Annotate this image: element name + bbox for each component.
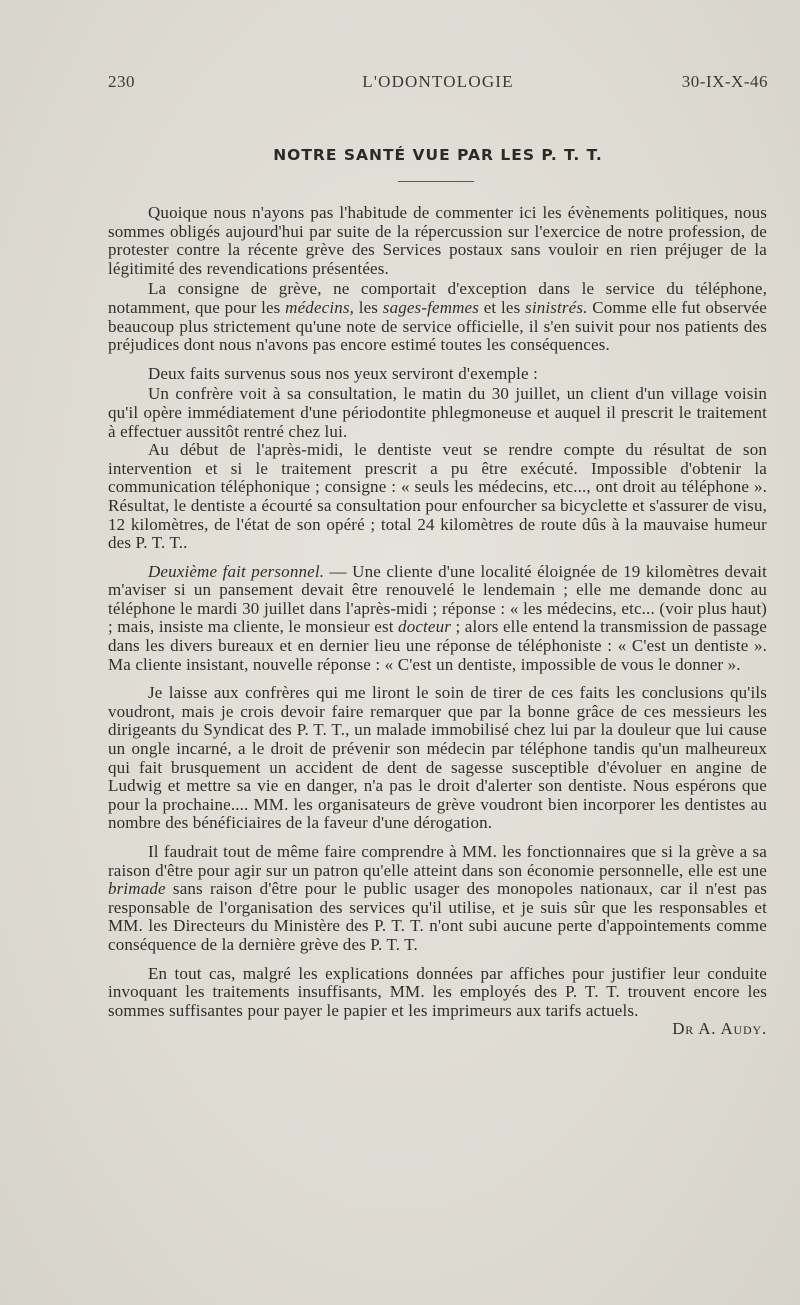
- page-number: 230: [108, 72, 135, 91]
- italic-text: médecins,: [285, 297, 355, 317]
- article-body: [108, 204, 767, 1039]
- paragraph-8: [108, 843, 767, 955]
- italic-text: sinistrés.: [525, 297, 588, 317]
- paragraph-1: Quoique nous n'ayons pas l'habitude de commenter ici les évènements politiques, nous sommes obligés aujourd'hui par suite de la répercussion sur l'exercice de notre profession, de protester contre la récente grève des Services postaux sans vouloir en rien préjuger de la légitimité des revendications présentées.: [108, 203, 767, 278]
- italic-text: Deuxième fait personnel.: [148, 561, 325, 581]
- italic-text: sages-femmes: [382, 297, 480, 317]
- running-head: [108, 72, 768, 98]
- journal-title: L'ODONTOLOGIE: [362, 72, 514, 91]
- title-divider: [398, 181, 474, 182]
- paragraph-6: [108, 563, 767, 675]
- issue-date: 30-IX-X-46: [681, 72, 768, 91]
- author-signature: Dr A. Audy.: [672, 1019, 767, 1039]
- text-run: — Une cliente d'une localité éloignée de 19 kilomètres devait m'aviser si un pansement devait être renouvelé le lendemain ; elle me demande donc au téléphone le mardi 30 juillet dans l'après-midi ; réponse : « les médecins, etc... (voir plus haut) ; mais, insiste ma cliente, le monsieur est: [108, 561, 767, 637]
- paragraph-4: Un confrère voit à sa consultation, le matin du 30 juillet, un client d'un village voisin qu'il opère immédiatement d'une périodontite phlegmoneuse et auquel il prescrit le traitement à effectuer aussitôt rentré chez lui.: [108, 384, 767, 441]
- italic-text: docteur: [398, 617, 452, 637]
- text-run: les: [354, 297, 383, 317]
- article-title: NOTRE SANTÉ VUE PAR LES P. T. T.: [273, 146, 603, 164]
- paragraph-5: Au début de l'après-midi, le dentiste veut se rendre compte du résultat de son intervention et si le traitement prescrit a pu être exécuté. Impossible d'obtenir la communication téléphonique ; consigne : « seuls les médecins, etc..., ont droit au téléphone ». Résultat, le dentiste a écourté sa consultation pour enfourcher sa bicyclette et s'assurer de visu, 12 kilomètres, de l'état de son opéré ; total 24 kilomètres de route dûs à la mauvaise humeur des P. T. T..: [108, 440, 767, 553]
- text-run: Comme elle fut observée beaucoup plus strictement qu'une note de service officielle, il s'en suivit pour nos patients des préjudices dont nous n'avons pas encore estimé toutes les conséquences.: [108, 297, 768, 355]
- text-run: La consigne de grève, ne comportait d'exception dans le service du téléphone, notamment, que pour les: [108, 279, 767, 317]
- text-run: et les: [479, 297, 526, 317]
- text-run: Il faudrait tout de même faire comprendre à MM. les fonctionnaires que si la grève a sa raison d'être pour agir sur un patron qu'elle atteint dans son économie personnelle, elle est une: [108, 842, 767, 880]
- italic-text: brimade: [108, 879, 166, 899]
- paragraph-3: Deux faits survenus sous nos yeux serviront d'exemple :: [148, 363, 538, 383]
- text-run: ; alors elle entend la transmission de passage dans les divers bureaux et en dernier lieu une réponse de téléphoniste : « C'est un dentiste ». Ma cliente insistant, nouvelle réponse : « C'est un dentiste, impossible de vous le donner ».: [108, 617, 767, 674]
- paragraph-2: [108, 280, 767, 354]
- paragraph-9: [108, 963, 767, 1039]
- text-run: sans raison d'être pour le public usager des monopoles nationaux, car il n'est pas responsable de l'organisation des services qu'il utilise, et je suis sûr que les responsables et MM. les Directeurs du Ministère des P. T. T. n'ont subi aucune perte d'appointements comme conséquence de la dernière grève des P. T. T.: [108, 879, 767, 954]
- text-run: En tout cas, malgré les explications données par affiches pour justifier leur conduite invoquant les traitements insuffisants, MM. les employés des P. T. T. trouvent encore les sommes suffisantes pour payer le papier et les imprimeurs aux tarifs actuels.: [108, 963, 767, 1020]
- paragraph-7: Je laisse aux confrères qui me liront le soin de tirer de ces faits les conclusions qu'ils voudront, mais je crois devoir faire remarquer que par la bonne grâce de ces messieurs les dirigeants du Syndicat des P. T. T., un malade immobilisé chez lui par la douleur que lui cause un ongle incarné, a le droit de prévenir son médecin par téléphone tandis qu'un malheureux qui fait brusquement un accident de dent de sagesse susceptible d'évoluer en angine de Ludwig et mettre sa vie en danger, n'a pas le droit d'alerter son dentiste. Nous espérons que pour la prochaine.... MM. les organisateurs de grève voudront bien incorporer les dentistes au nombre des bénéficiaires de la faveur d'une dérogation.: [108, 683, 767, 833]
